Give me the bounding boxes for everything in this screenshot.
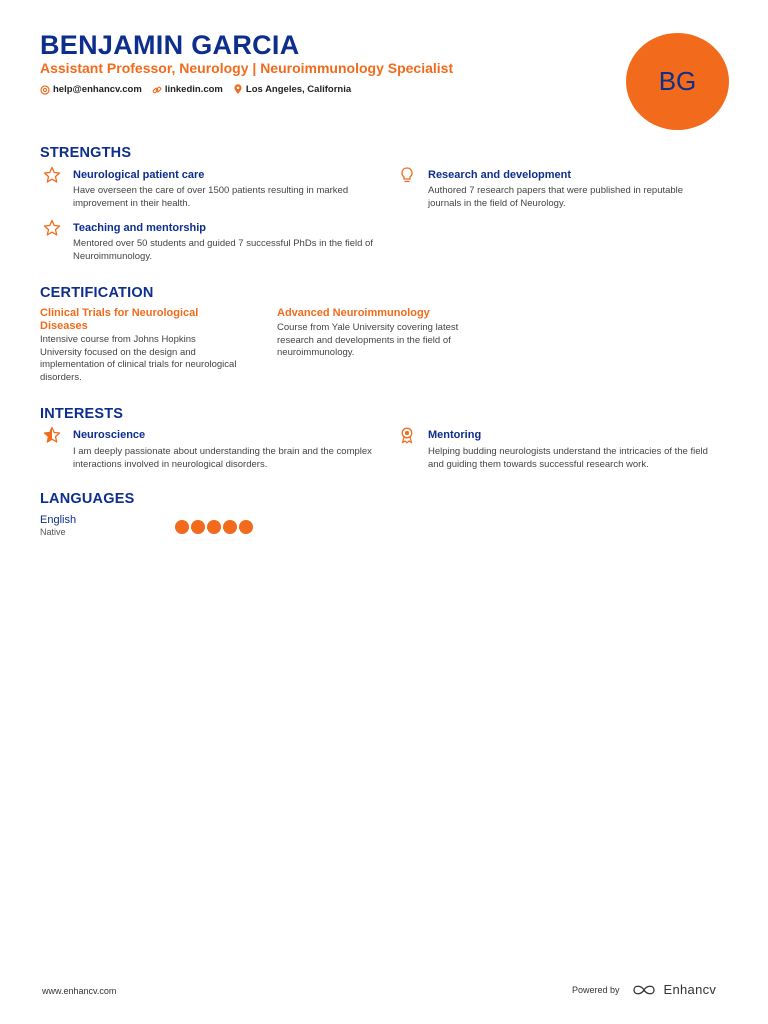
award-icon (398, 426, 416, 444)
languages-heading: LANGUAGES (40, 491, 135, 507)
certification-desc: Course from Yale University covering latest research and developments in the field of neuroimmunology. (277, 322, 459, 358)
rating-dot (207, 520, 221, 534)
footer-website[interactable]: www.enhancv.com (42, 986, 117, 996)
footer-powered (572, 982, 716, 997)
enhancv-brand: Enhancv (663, 982, 717, 997)
certification-desc: Intensive course from Johns Hopkins University focused on the design and implementation of clinical trials for neurological disorders. (40, 334, 237, 383)
certification-heading: CERTIFICATION (40, 285, 154, 301)
strength-desc: Authored 7 research papers that were published in reputable journals in the field of Neurology. (428, 185, 684, 209)
contact-linkedin[interactable] (152, 84, 223, 95)
interests-heading: INTERESTS (40, 406, 124, 422)
rating-dot (191, 520, 205, 534)
strength-desc: Have overseen the care of over 1500 patients resulting in marked improvement in their health. (73, 185, 349, 209)
candidate-name: BENJAMIN GARCIA (40, 30, 300, 60)
rating-dot (223, 520, 237, 534)
contact-location (233, 84, 351, 95)
language-level: Native (40, 527, 66, 537)
interest-desc: Helping budding neurologists understand the intricacies of the field and guiding them towards successful research work. (428, 446, 708, 470)
certification-title: Advanced Neuroimmunology (277, 307, 430, 319)
rating-dot (175, 520, 189, 534)
half-star-icon (43, 426, 61, 444)
certification-title: Clinical Trials for Neurological Diseases (40, 307, 199, 332)
email-text: help@enhancv.com (53, 84, 142, 95)
contact-row (40, 84, 361, 95)
location-pin-icon (233, 84, 243, 95)
at-icon (40, 85, 50, 95)
interest-title: Neuroscience (73, 429, 146, 441)
star-icon (43, 166, 61, 184)
star-icon (43, 219, 61, 237)
powered-by-text: Powered by (572, 984, 620, 995)
avatar: BG (626, 33, 729, 130)
contact-email[interactable] (40, 84, 142, 95)
strength-desc: Mentored over 50 students and guided 7 successful PhDs in the field of Neuroimmunology. (73, 238, 373, 262)
lightbulb-icon (398, 166, 416, 184)
interest-title: Mentoring (428, 429, 482, 441)
location-text: Los Angeles, California (245, 84, 352, 95)
strengths-heading: STRENGTHS (40, 145, 132, 161)
interest-desc: I am deeply passionate about understanding the brain and the complex interactions involved in neurological disorders. (73, 446, 372, 470)
linkedin-text: linkedin.com (164, 84, 223, 95)
link-icon (152, 85, 162, 95)
language-name: English (40, 514, 77, 526)
language-rating (175, 520, 253, 534)
strength-title: Teaching and mentorship (73, 222, 207, 234)
strength-title: Neurological patient care (73, 169, 205, 181)
job-title: Assistant Professor, Neurology | Neuroimmunology Specialist (40, 60, 454, 76)
enhancv-logo-icon (632, 983, 660, 997)
rating-dot (239, 520, 253, 534)
strength-title: Research and development (428, 169, 572, 181)
